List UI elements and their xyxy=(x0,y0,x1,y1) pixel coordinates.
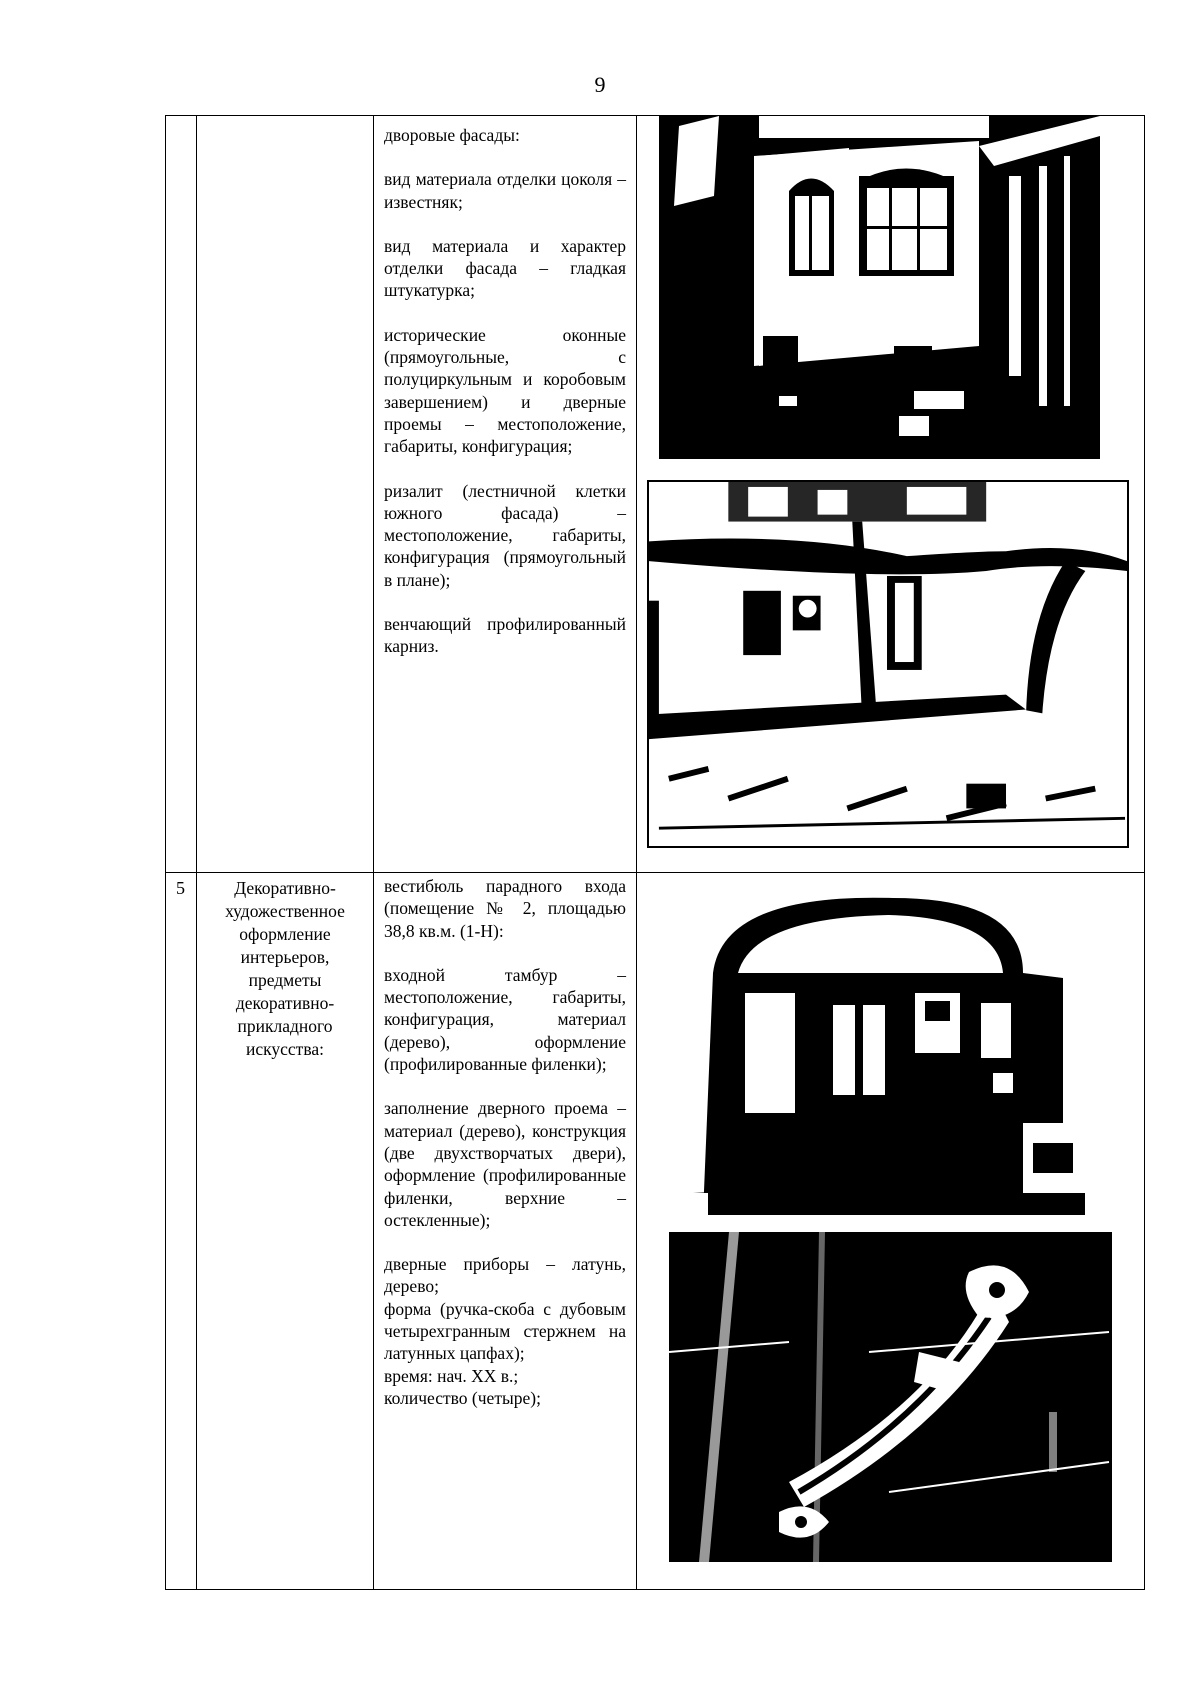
row-number: 5 xyxy=(176,878,185,898)
row-photo-cell xyxy=(637,873,1145,1590)
description-item: дворовые фасады: xyxy=(384,125,520,145)
row-name-cell xyxy=(197,873,374,1590)
description-item: венчающий профилированный карниз. xyxy=(384,614,626,657)
objects-table xyxy=(165,115,1145,1590)
description-item: время: нач. XX в.; xyxy=(384,1365,519,1386)
courtyard-facade-photo xyxy=(659,116,1100,459)
row-name: Декоративно-художественное оформление интерьеров, предметы декоративно-прикладного искусства: xyxy=(225,878,345,1059)
courtyard-yard-photo xyxy=(647,480,1129,848)
description-item: заполнение дверного проема – материал (дерево), конструкция (две двухстворчатых двери), оформление (профилированные филенки, верхние – остекленные); xyxy=(384,1098,626,1230)
row-number-cell xyxy=(166,116,197,873)
door-handle-photo xyxy=(669,1232,1112,1562)
description-item: количество (четыре); xyxy=(384,1387,541,1408)
page-number: 9 xyxy=(594,72,606,97)
description-item: вид материала отделки цоколя – известняк; xyxy=(384,169,626,212)
table-row xyxy=(166,116,1145,873)
row-number xyxy=(166,116,196,120)
row-description-cell xyxy=(374,873,637,1590)
row-name xyxy=(197,116,373,120)
description-item: форма (ручка-скоба с дубовым четырехгранным стержнем на латунных цапфах); xyxy=(384,1298,626,1364)
description-item: вестибюль парадного входа (помещение № 2, площадью 38,8 кв.м. (1-Н): xyxy=(384,876,626,941)
table-row xyxy=(166,873,1145,1590)
row-name-cell xyxy=(197,116,374,873)
description-item: исторические оконные (прямоугольные, с полуциркульным и коробовым завершением) и дверные проемы – местоположение, габариты, конфигурация; xyxy=(384,324,626,457)
vestibule-tambour-photo xyxy=(693,893,1085,1215)
row-photo-cell xyxy=(637,116,1145,873)
description-item: дверные приборы – латунь, дерево; xyxy=(384,1254,626,1297)
row-number-cell xyxy=(166,873,197,1590)
row-description-cell xyxy=(374,116,637,873)
description-item: входной тамбур – местоположение, габариты, конфигурация, материал (дерево), оформление (профилированные филенки); xyxy=(384,964,626,1075)
description-item: вид материала и характер отделки фасада – гладкая штукатурка; xyxy=(384,235,626,301)
description-item: ризалит (лестничной клетки южного фасада) – местоположение, габариты, конфигурация (прямоугольный в плане); xyxy=(384,480,626,590)
